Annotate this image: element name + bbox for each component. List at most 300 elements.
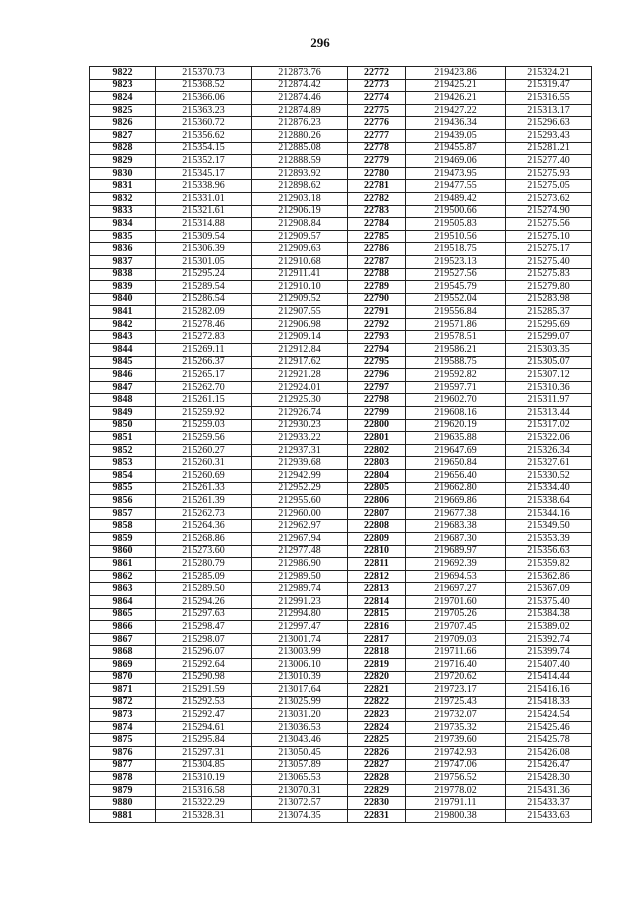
table-row [90, 621, 592, 634]
table-cell-y-left: 212888.59 [252, 155, 348, 168]
table-cell-x-left: 215286.54 [156, 293, 252, 306]
table-cell-point-id-right: 22782 [348, 192, 406, 205]
table-cell-point-id-right: 22828 [348, 772, 406, 785]
table-cell-y-left: 212977.48 [252, 545, 348, 558]
table-cell-point-id-left: 9864 [90, 595, 156, 608]
table-cell-y-right: 215416.16 [506, 684, 592, 697]
table-cell-point-id-right: 22813 [348, 583, 406, 596]
table-row [90, 356, 592, 369]
table-row [90, 507, 592, 520]
table-cell-point-id-left: 9831 [90, 180, 156, 193]
table-cell-y-right: 215310.36 [506, 381, 592, 394]
table-row [90, 155, 592, 168]
table-cell-y-left: 212898.62 [252, 180, 348, 193]
table-cell-x-right: 219586.21 [406, 344, 506, 357]
table-cell-point-id-right: 22817 [348, 633, 406, 646]
table-cell-y-right: 215433.37 [506, 797, 592, 810]
table-cell-y-left: 212952.29 [252, 482, 348, 495]
table-row [90, 281, 592, 294]
table-cell-point-id-right: 22829 [348, 784, 406, 797]
table-cell-x-right: 219791.11 [406, 797, 506, 810]
table-cell-y-left: 212994.80 [252, 608, 348, 621]
table-cell-x-right: 219742.93 [406, 747, 506, 760]
table-row [90, 772, 592, 785]
table-cell-point-id-left: 9866 [90, 621, 156, 634]
table-cell-x-right: 219711.66 [406, 646, 506, 659]
table-cell-y-right: 215426.47 [506, 759, 592, 772]
table-row [90, 394, 592, 407]
table-cell-point-id-left: 9825 [90, 104, 156, 117]
coordinates-table-body [90, 67, 592, 823]
table-cell-point-id-right: 22812 [348, 570, 406, 583]
table-cell-y-left: 213043.46 [252, 734, 348, 747]
table-cell-x-left: 215354.15 [156, 142, 252, 155]
table-cell-point-id-right: 22816 [348, 621, 406, 634]
table-cell-y-right: 215275.93 [506, 167, 592, 180]
table-row [90, 306, 592, 319]
table-cell-y-left: 213036.53 [252, 721, 348, 734]
table-row [90, 255, 592, 268]
table-cell-point-id-left: 9877 [90, 759, 156, 772]
table-row [90, 369, 592, 382]
table-cell-y-right: 215319.47 [506, 79, 592, 92]
table-cell-x-left: 215297.31 [156, 747, 252, 760]
table-row [90, 797, 592, 810]
table-cell-point-id-left: 9827 [90, 129, 156, 142]
table-row [90, 457, 592, 470]
table-cell-y-left: 213025.99 [252, 696, 348, 709]
table-cell-y-left: 213065.53 [252, 772, 348, 785]
table-row [90, 671, 592, 684]
table-cell-y-left: 212874.89 [252, 104, 348, 117]
table-cell-y-left: 212937.31 [252, 444, 348, 457]
table-cell-y-left: 212874.42 [252, 79, 348, 92]
table-row [90, 142, 592, 155]
table-cell-x-right: 219705.26 [406, 608, 506, 621]
table-cell-y-right: 215349.50 [506, 520, 592, 533]
table-cell-x-left: 215268.86 [156, 532, 252, 545]
table-row [90, 243, 592, 256]
table-cell-y-right: 215327.61 [506, 457, 592, 470]
table-cell-point-id-left: 9843 [90, 331, 156, 344]
table-cell-y-left: 212909.52 [252, 293, 348, 306]
table-cell-y-right: 215275.40 [506, 255, 592, 268]
table-cell-x-left: 215269.11 [156, 344, 252, 357]
table-cell-y-right: 215359.82 [506, 558, 592, 571]
table-cell-y-left: 212921.28 [252, 369, 348, 382]
table-cell-y-right: 215334.40 [506, 482, 592, 495]
table-cell-point-id-left: 9832 [90, 192, 156, 205]
table-cell-y-right: 215426.08 [506, 747, 592, 760]
table-cell-y-right: 215275.17 [506, 243, 592, 256]
table-cell-point-id-left: 9849 [90, 407, 156, 420]
table-cell-x-left: 215289.50 [156, 583, 252, 596]
table-cell-point-id-left: 9862 [90, 570, 156, 583]
table-row [90, 558, 592, 571]
coordinates-table [89, 66, 592, 823]
table-cell-x-right: 219527.56 [406, 268, 506, 281]
table-cell-x-left: 215290.98 [156, 671, 252, 684]
table-cell-y-left: 212930.23 [252, 419, 348, 432]
table-cell-x-right: 219692.39 [406, 558, 506, 571]
table-cell-point-id-left: 9880 [90, 797, 156, 810]
table-cell-point-id-left: 9870 [90, 671, 156, 684]
table-cell-y-right: 215275.10 [506, 230, 592, 243]
table-row [90, 608, 592, 621]
table-cell-y-right: 215431.36 [506, 784, 592, 797]
table-cell-point-id-right: 22776 [348, 117, 406, 130]
table-cell-point-id-right: 22796 [348, 369, 406, 382]
table-cell-x-right: 219439.05 [406, 129, 506, 142]
table-cell-point-id-right: 22792 [348, 318, 406, 331]
table-cell-x-right: 219778.02 [406, 784, 506, 797]
table-cell-point-id-right: 22827 [348, 759, 406, 772]
table-cell-x-left: 215322.29 [156, 797, 252, 810]
table-cell-y-right: 215311.97 [506, 394, 592, 407]
table-row [90, 268, 592, 281]
table-cell-point-id-right: 22826 [348, 747, 406, 760]
table-cell-point-id-right: 22773 [348, 79, 406, 92]
table-cell-y-right: 215425.46 [506, 721, 592, 734]
table-cell-y-left: 212910.10 [252, 281, 348, 294]
table-cell-y-right: 215362.86 [506, 570, 592, 583]
table-cell-y-left: 212933.22 [252, 432, 348, 445]
table-cell-x-right: 219602.70 [406, 394, 506, 407]
table-cell-x-left: 215298.47 [156, 621, 252, 634]
table-cell-x-right: 219588.75 [406, 356, 506, 369]
table-cell-point-id-left: 9869 [90, 658, 156, 671]
table-cell-y-right: 215274.90 [506, 205, 592, 218]
table-row [90, 495, 592, 508]
table-cell-point-id-left: 9835 [90, 230, 156, 243]
table-cell-x-right: 219489.42 [406, 192, 506, 205]
table-cell-point-id-left: 9878 [90, 772, 156, 785]
table-row [90, 104, 592, 117]
table-cell-point-id-left: 9853 [90, 457, 156, 470]
table-cell-x-left: 215331.01 [156, 192, 252, 205]
table-cell-point-id-right: 22810 [348, 545, 406, 558]
table-cell-x-left: 215338.96 [156, 180, 252, 193]
table-cell-point-id-right: 22801 [348, 432, 406, 445]
table-cell-y-left: 213070.31 [252, 784, 348, 797]
table-cell-x-right: 219662.80 [406, 482, 506, 495]
table-cell-y-right: 215305.07 [506, 356, 592, 369]
table-cell-y-right: 215392.74 [506, 633, 592, 646]
table-cell-x-right: 219426.21 [406, 92, 506, 105]
table-cell-x-right: 219510.56 [406, 230, 506, 243]
table-cell-point-id-left: 9842 [90, 318, 156, 331]
table-cell-point-id-left: 9826 [90, 117, 156, 130]
table-cell-point-id-right: 22781 [348, 180, 406, 193]
table-cell-point-id-left: 9871 [90, 684, 156, 697]
table-cell-x-left: 215370.73 [156, 67, 252, 80]
table-row [90, 117, 592, 130]
table-cell-y-left: 212873.76 [252, 67, 348, 80]
table-cell-point-id-right: 22791 [348, 306, 406, 319]
table-cell-point-id-right: 22774 [348, 92, 406, 105]
table-cell-y-left: 212909.63 [252, 243, 348, 256]
table-cell-point-id-left: 9850 [90, 419, 156, 432]
table-cell-y-right: 215295.69 [506, 318, 592, 331]
table-cell-x-left: 215266.37 [156, 356, 252, 369]
table-row [90, 684, 592, 697]
table-cell-x-left: 215260.27 [156, 444, 252, 457]
table-cell-x-right: 219455.87 [406, 142, 506, 155]
table-cell-y-right: 215414.44 [506, 671, 592, 684]
table-cell-point-id-right: 22778 [348, 142, 406, 155]
table-cell-x-right: 219683.38 [406, 520, 506, 533]
table-row [90, 167, 592, 180]
table-cell-point-id-right: 22775 [348, 104, 406, 117]
table-cell-y-left: 212908.84 [252, 218, 348, 231]
table-cell-y-left: 212942.99 [252, 470, 348, 483]
table-cell-x-left: 215295.84 [156, 734, 252, 747]
table-row [90, 381, 592, 394]
table-cell-point-id-left: 9829 [90, 155, 156, 168]
table-cell-point-id-left: 9858 [90, 520, 156, 533]
table-row [90, 407, 592, 420]
table-cell-x-left: 215298.07 [156, 633, 252, 646]
table-cell-point-id-left: 9848 [90, 394, 156, 407]
table-cell-point-id-right: 22820 [348, 671, 406, 684]
table-cell-point-id-left: 9881 [90, 810, 156, 823]
table-cell-point-id-right: 22821 [348, 684, 406, 697]
table-cell-point-id-right: 22772 [348, 67, 406, 80]
table-cell-y-right: 215324.21 [506, 67, 592, 80]
table-cell-x-right: 219620.19 [406, 419, 506, 432]
table-cell-x-left: 215309.54 [156, 230, 252, 243]
table-cell-x-right: 219578.51 [406, 331, 506, 344]
table-cell-point-id-left: 9847 [90, 381, 156, 394]
table-cell-x-right: 219725.43 [406, 696, 506, 709]
table-cell-y-left: 212967.94 [252, 532, 348, 545]
table-cell-point-id-left: 9836 [90, 243, 156, 256]
table-cell-point-id-right: 22814 [348, 595, 406, 608]
table-cell-x-right: 219697.27 [406, 583, 506, 596]
table-cell-x-left: 215278.46 [156, 318, 252, 331]
table-cell-x-left: 215294.26 [156, 595, 252, 608]
table-cell-y-right: 215418.33 [506, 696, 592, 709]
table-row [90, 734, 592, 747]
table-row [90, 747, 592, 760]
table-cell-point-id-left: 9822 [90, 67, 156, 80]
table-cell-point-id-left: 9846 [90, 369, 156, 382]
table-cell-x-left: 215328.31 [156, 810, 252, 823]
table-cell-y-right: 215277.40 [506, 155, 592, 168]
table-cell-x-right: 219427.22 [406, 104, 506, 117]
table-cell-y-right: 215275.56 [506, 218, 592, 231]
table-cell-y-right: 215275.83 [506, 268, 592, 281]
table-cell-x-right: 219694.53 [406, 570, 506, 583]
table-cell-x-left: 215295.24 [156, 268, 252, 281]
table-row [90, 318, 592, 331]
table-cell-y-left: 212962.97 [252, 520, 348, 533]
table-cell-point-id-right: 22818 [348, 646, 406, 659]
table-cell-x-right: 219477.55 [406, 180, 506, 193]
table-cell-point-id-left: 9860 [90, 545, 156, 558]
table-cell-x-left: 215321.61 [156, 205, 252, 218]
table-row [90, 570, 592, 583]
table-cell-y-right: 215407.40 [506, 658, 592, 671]
table-cell-y-left: 212989.74 [252, 583, 348, 596]
table-cell-point-id-right: 22780 [348, 167, 406, 180]
table-cell-point-id-right: 22822 [348, 696, 406, 709]
table-cell-y-right: 215316.55 [506, 92, 592, 105]
table-cell-x-right: 219650.84 [406, 457, 506, 470]
table-cell-point-id-left: 9838 [90, 268, 156, 281]
table-cell-point-id-right: 22779 [348, 155, 406, 168]
table-cell-x-right: 219635.88 [406, 432, 506, 445]
table-cell-y-left: 213072.57 [252, 797, 348, 810]
table-row [90, 658, 592, 671]
table-cell-point-id-right: 22805 [348, 482, 406, 495]
table-cell-x-left: 215262.70 [156, 381, 252, 394]
table-row [90, 180, 592, 193]
table-cell-point-id-left: 9830 [90, 167, 156, 180]
table-cell-y-right: 215307.12 [506, 369, 592, 382]
table-cell-x-right: 219500.66 [406, 205, 506, 218]
table-cell-y-left: 212874.46 [252, 92, 348, 105]
table-cell-x-right: 219800.38 [406, 810, 506, 823]
table-cell-point-id-left: 9861 [90, 558, 156, 571]
table-cell-y-left: 212960.00 [252, 507, 348, 520]
table-row [90, 192, 592, 205]
table-cell-y-left: 212955.60 [252, 495, 348, 508]
table-cell-point-id-left: 9867 [90, 633, 156, 646]
table-cell-x-right: 219505.83 [406, 218, 506, 231]
table-cell-x-right: 219687.30 [406, 532, 506, 545]
table-cell-x-left: 215292.64 [156, 658, 252, 671]
table-cell-x-left: 215316.58 [156, 784, 252, 797]
table-cell-y-right: 215293.43 [506, 129, 592, 142]
table-cell-point-id-right: 22804 [348, 470, 406, 483]
table-cell-y-right: 215313.44 [506, 407, 592, 420]
table-cell-x-left: 215294.61 [156, 721, 252, 734]
table-cell-point-id-right: 22785 [348, 230, 406, 243]
table-cell-y-left: 212989.50 [252, 570, 348, 583]
table-row [90, 331, 592, 344]
table-cell-y-left: 212907.55 [252, 306, 348, 319]
table-cell-point-id-left: 9852 [90, 444, 156, 457]
table-cell-point-id-right: 22815 [348, 608, 406, 621]
table-cell-point-id-right: 22784 [348, 218, 406, 231]
table-cell-x-right: 219701.60 [406, 595, 506, 608]
table-row [90, 696, 592, 709]
table-cell-y-right: 215344.16 [506, 507, 592, 520]
table-cell-y-right: 215275.05 [506, 180, 592, 193]
table-cell-y-right: 215375.40 [506, 595, 592, 608]
table-row [90, 432, 592, 445]
table-cell-y-right: 215399.74 [506, 646, 592, 659]
table-cell-point-id-right: 22823 [348, 709, 406, 722]
table-row [90, 646, 592, 659]
table-cell-x-right: 219732.07 [406, 709, 506, 722]
table-cell-y-left: 212986.90 [252, 558, 348, 571]
table-cell-x-right: 219552.04 [406, 293, 506, 306]
table-cell-point-id-left: 9824 [90, 92, 156, 105]
table-cell-point-id-right: 22830 [348, 797, 406, 810]
table-row [90, 595, 592, 608]
table-cell-x-left: 215352.17 [156, 155, 252, 168]
table-cell-point-id-left: 9845 [90, 356, 156, 369]
table-cell-y-right: 215281.21 [506, 142, 592, 155]
table-cell-y-right: 215285.37 [506, 306, 592, 319]
table-cell-point-id-right: 22786 [348, 243, 406, 256]
table-cell-x-left: 215292.53 [156, 696, 252, 709]
table-cell-point-id-left: 9839 [90, 281, 156, 294]
table-cell-point-id-right: 22806 [348, 495, 406, 508]
table-row [90, 759, 592, 772]
table-cell-y-left: 212906.19 [252, 205, 348, 218]
table-cell-y-left: 212911.41 [252, 268, 348, 281]
table-cell-y-right: 215313.17 [506, 104, 592, 117]
table-cell-point-id-left: 9873 [90, 709, 156, 722]
table-cell-x-right: 219518.75 [406, 243, 506, 256]
table-cell-x-right: 219677.38 [406, 507, 506, 520]
table-cell-y-right: 215428.30 [506, 772, 592, 785]
table-cell-point-id-left: 9828 [90, 142, 156, 155]
table-row [90, 470, 592, 483]
table-row [90, 218, 592, 231]
table-cell-x-right: 219739.60 [406, 734, 506, 747]
table-cell-y-right: 215353.39 [506, 532, 592, 545]
table-cell-point-id-left: 9857 [90, 507, 156, 520]
table-cell-point-id-right: 22824 [348, 721, 406, 734]
table-cell-x-right: 219709.03 [406, 633, 506, 646]
table-cell-y-right: 215279.80 [506, 281, 592, 294]
table-row [90, 205, 592, 218]
table-cell-y-right: 215356.63 [506, 545, 592, 558]
table-cell-point-id-left: 9875 [90, 734, 156, 747]
table-row [90, 67, 592, 80]
table-cell-point-id-left: 9837 [90, 255, 156, 268]
table-cell-point-id-right: 22783 [348, 205, 406, 218]
table-row [90, 482, 592, 495]
table-cell-point-id-right: 22809 [348, 532, 406, 545]
table-cell-point-id-right: 22800 [348, 419, 406, 432]
table-cell-point-id-right: 22789 [348, 281, 406, 294]
table-cell-point-id-right: 22811 [348, 558, 406, 571]
table-cell-y-right: 215338.64 [506, 495, 592, 508]
table-cell-point-id-left: 9865 [90, 608, 156, 621]
table-cell-x-right: 219473.95 [406, 167, 506, 180]
table-cell-y-left: 212991.23 [252, 595, 348, 608]
table-cell-x-right: 219423.86 [406, 67, 506, 80]
table-cell-y-right: 215296.63 [506, 117, 592, 130]
table-cell-y-left: 212909.14 [252, 331, 348, 344]
table-cell-point-id-left: 9851 [90, 432, 156, 445]
table-row [90, 583, 592, 596]
table-cell-y-left: 213074.35 [252, 810, 348, 823]
table-cell-x-right: 219571.86 [406, 318, 506, 331]
table-cell-point-id-left: 9874 [90, 721, 156, 734]
table-row [90, 230, 592, 243]
table-cell-y-right: 215330.52 [506, 470, 592, 483]
table-cell-y-right: 215326.34 [506, 444, 592, 457]
table-cell-y-right: 215384.38 [506, 608, 592, 621]
table-cell-x-left: 215297.63 [156, 608, 252, 621]
table-row [90, 344, 592, 357]
table-cell-x-left: 215260.31 [156, 457, 252, 470]
table-cell-point-id-right: 22794 [348, 344, 406, 357]
table-cell-y-right: 215389.02 [506, 621, 592, 634]
table-cell-point-id-left: 9841 [90, 306, 156, 319]
table-cell-x-left: 215296.07 [156, 646, 252, 659]
table-cell-x-left: 215292.47 [156, 709, 252, 722]
table-cell-x-right: 219425.21 [406, 79, 506, 92]
table-cell-point-id-left: 9823 [90, 79, 156, 92]
table-cell-point-id-right: 22807 [348, 507, 406, 520]
